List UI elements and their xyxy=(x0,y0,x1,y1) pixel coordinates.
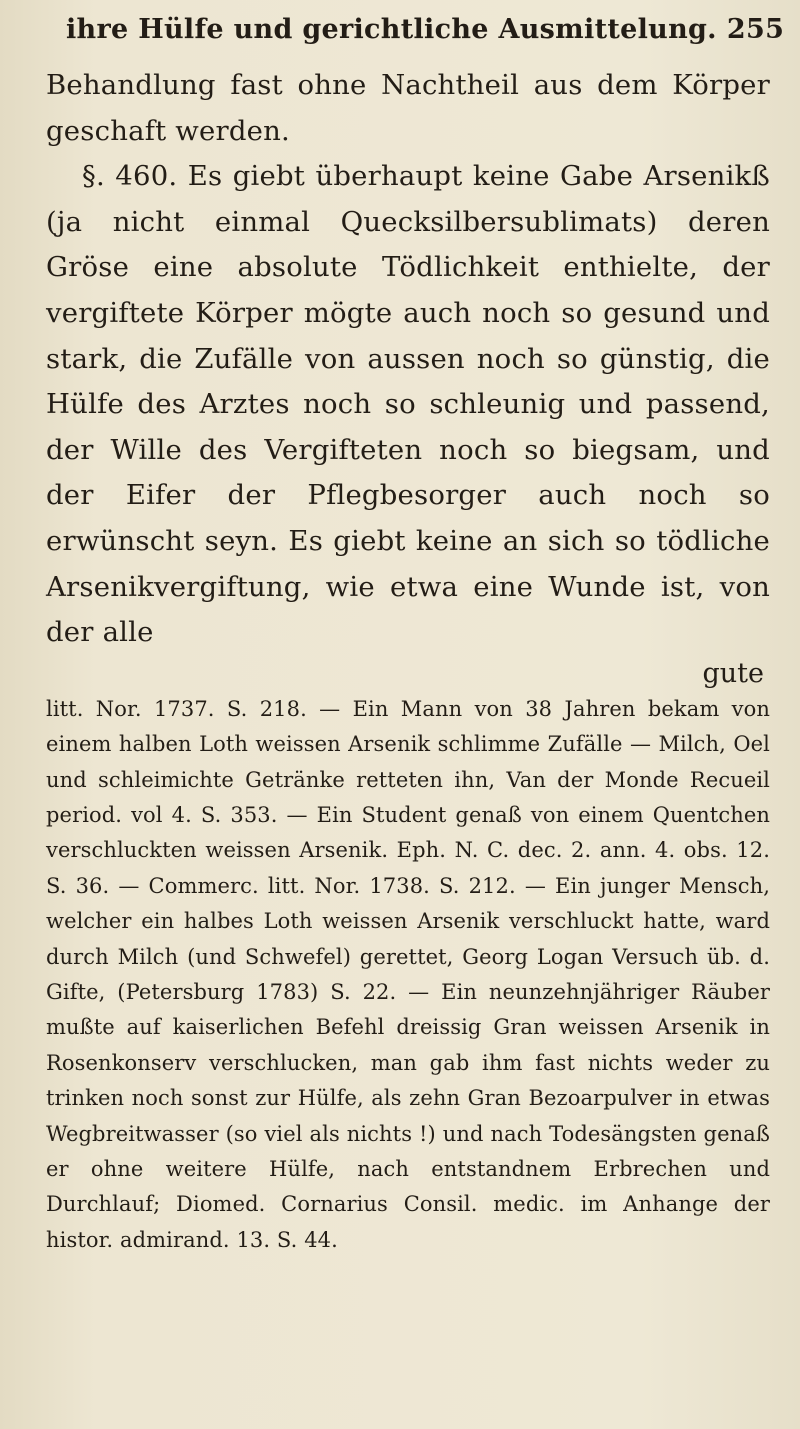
footnote xyxy=(46,692,770,1259)
opening-paragraph: Behandlung fast ohne Nachtheil aus dem Körper geschaft werden. xyxy=(46,69,770,147)
catchword: gute xyxy=(702,657,764,689)
section-460-paragraph: §. 460. Es giebt überhaupt keine Gabe Arsenikß (ja nicht einmal Quecksilbersublimats) deren Gröse eine absolute Tödlichkeit enthielte, der vergiftete Körper mögte auch noch so gesund und stark, die Zufälle von aussen noch so günstig, die Hülfe des Arztes noch so schleunig und passend, der Wille des Vergifteten noch so biegsam, und der Eifer der Pflegbesorger auch noch so erwünscht seyn. Es giebt keine an sich so tödliche Arsenikvergiftung, wie etwa eine Wunde ist, von der alle xyxy=(46,160,770,649)
page-number: 255 xyxy=(726,14,785,45)
main-text xyxy=(46,63,770,656)
running-head xyxy=(46,14,785,45)
footnote-text: litt. Nor. 1737. S. 218. — Ein Mann von 38 Jahren bekam von einem halben Loth weissen Arsenik schlimme Zufälle — Milch, Oel und schleimichte Getränke retteten ihn, Van der Monde Recueil period. vol 4. S. 353. — Ein Student genaß von einem Quentchen verschluckten weissen Arsenik. Eph. N. C. dec. 2. ann. 4. obs. 12. S. 36. — Commerc. litt. Nor. 1738. S. 212. — Ein junger Mensch, welcher ein halbes Loth weissen Arsenik verschluckt hatte, ward durch Milch (und Schwefel) gerettet, Georg Logan Versuch üb. d. Gifte, (Petersburg 1783) S. 22. — Ein neunzehnjähriger Räuber mußte auf kaiserlichen Befehl dreissig Gran weissen Arsenik in Rosenkonserv verschlucken, man gab ihm fast nichts weder zu trinken noch sonst zur Hülfe, als zehn Gran Bezoarpulver in etwas Wegbreitwasser (so viel als nichts !) und nach Todesängsten genaß er ohne weitere Hülfe, nach entstandnem Erbrechen und Durchlauf; Diomed. Cornarius Consil. medic. im Anhange der histor. admirand. 13. S. 44. xyxy=(46,696,770,1252)
running-head-title: ihre Hülfe und gerichtliche Ausmittelung. xyxy=(66,14,717,45)
